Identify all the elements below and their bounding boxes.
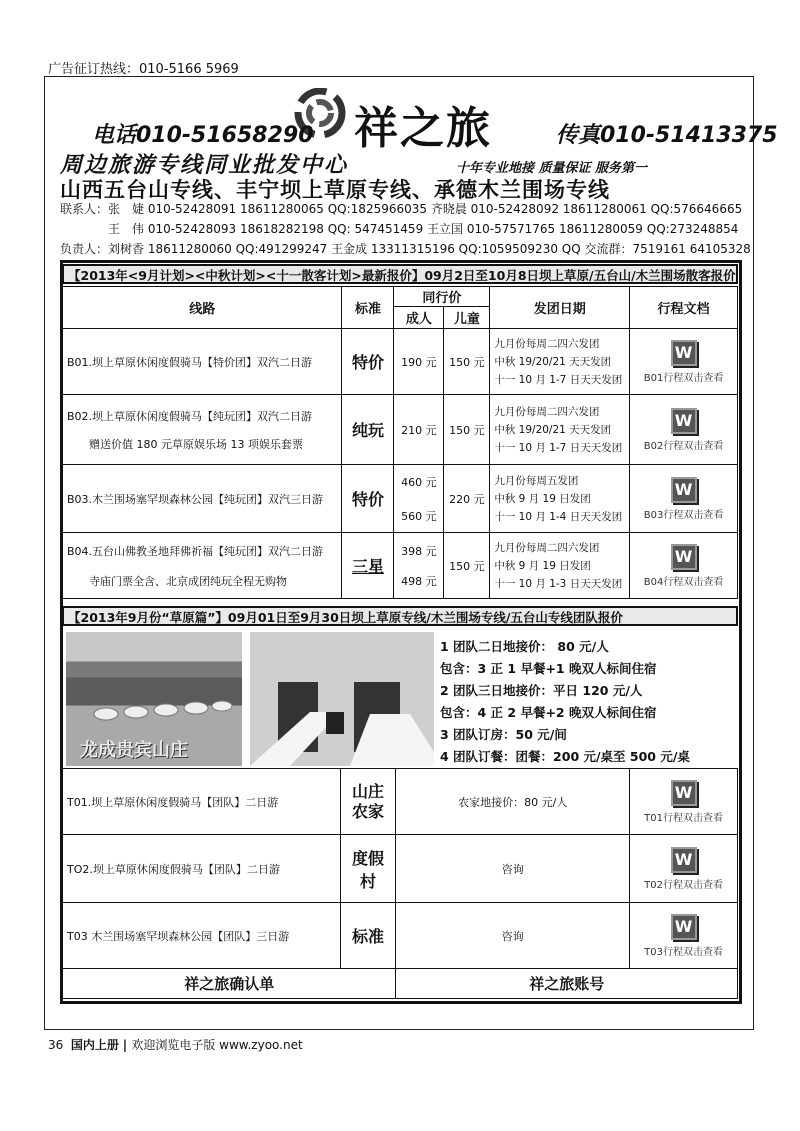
standard-tag: 特价 <box>342 465 394 533</box>
tagline: 周边旅游专线同业批发中心 <box>60 153 349 178</box>
child-price: 150 元 <box>444 533 490 599</box>
route-name: B02.坝上草原休闲度假骑马【纯玩团】双汽二日游 赠送价值 180 元草原娱乐场 13 项娱乐套票 <box>63 395 342 465</box>
standard-tag: 特价 <box>342 329 394 395</box>
phone-number: 电话010-51658290 <box>92 123 314 148</box>
word-doc-icon[interactable]: W <box>671 408 697 434</box>
section-name: 国内上册 <box>70 1038 119 1052</box>
departure-dates: 九月份每周二四六发团 中秋 19/20/21 天天发团 十一 10 月 1-7 日天天发团 <box>490 329 630 395</box>
departure-dates: 九月份每周五发团 中秋 9 月 19 日发团 十一 10 月 1-4 日天天发团 <box>490 465 630 533</box>
team-price: 农家地接价：80 元/人 <box>396 769 630 835</box>
room-photo <box>250 632 434 766</box>
standard-tag: 标准 <box>340 903 396 969</box>
adult-price: 210 元 <box>394 395 444 465</box>
team-price: 咨询 <box>396 835 630 903</box>
page-footer: 36 国内上册 | 欢迎浏览电子版 www.zyoo.net <box>48 1038 303 1052</box>
itinerary-doc-link[interactable]: W B04行程双击查看 <box>630 533 738 599</box>
adult-price: 190 元 <box>394 329 444 395</box>
word-doc-icon[interactable]: W <box>671 780 697 806</box>
header-doc: 行程文档 <box>630 287 738 329</box>
scatter-price-table <box>62 286 738 599</box>
route-name: T01.坝上草原休闲度假骑马【团队】二日游 <box>63 769 341 835</box>
header-price: 同行价 <box>394 287 490 307</box>
itinerary-doc-link[interactable]: W B03行程双击查看 <box>630 465 738 533</box>
photo-caption: 龙成贵宾山庄 <box>80 740 188 761</box>
team-price: 咨询 <box>396 903 630 969</box>
account-info-link[interactable]: 祥之旅账号 <box>396 969 738 999</box>
fax-number: 传真010-51413375 <box>556 123 778 148</box>
itinerary-doc-link[interactable]: W B02行程双击查看 <box>630 395 738 465</box>
adult-price: 460 元 560 元 <box>394 465 444 533</box>
section1-banner: 【2013年<9月计划><中秋计划><十一散客计划>最新报价】09月2日至10月8日坝上草原/五台山/木兰围场散客报价 <box>62 264 738 284</box>
route-name: B04.五台山佛教圣地拜佛祈福【纯玩团】双汽二日游 寺庙门票全含、北京成团纯玩全程无购物 <box>63 533 342 599</box>
contact-line: 王 伟 010-52428093 18618282198 QQ: 547451459 王立国 010-57571765 18611280059 QQ:273248854 <box>60 222 739 236</box>
table-row <box>63 903 738 969</box>
ad-hotline: 广告征订热线：010-5166 5969 <box>48 62 239 77</box>
route-name: B03.木兰围场塞罕坝森林公园【纯玩团】双汽三日游 <box>63 465 342 533</box>
footer-text: 欢迎浏览电子版 www.zyoo.net <box>131 1038 303 1052</box>
table-row <box>63 395 738 465</box>
word-doc-icon[interactable]: W <box>671 914 697 940</box>
table-row <box>63 329 738 395</box>
team-price-table <box>62 768 738 999</box>
table-row <box>63 835 738 903</box>
child-price: 150 元 <box>444 395 490 465</box>
header-standard: 标准 <box>342 287 394 329</box>
itinerary-doc-link[interactable]: W B01行程双击查看 <box>630 329 738 395</box>
route-name: B01.坝上草原休闲度假骑马【特价团】双汽二日游 <box>63 329 342 395</box>
table-row <box>63 769 738 835</box>
team-package-list: 1 团队二日地接价： 80 元/人 包含：3 正 1 早餐+1 晚双人标间住宿 2 团队三日地接价：平日 120 元/人 包含：4 正 2 早餐+2 晚双人标间住宿 3 团队订房：50 元/间 4 团队订餐：团餐：200 元/桌至 500 元/桌 <box>440 639 690 764</box>
standard-tag: 纯玩 <box>342 395 394 465</box>
word-doc-icon[interactable]: W <box>671 544 697 570</box>
header-dates: 发团日期 <box>490 287 630 329</box>
child-price: 220 元 <box>444 465 490 533</box>
contact-line: 联系人：张 婕 010-52428091 18611280065 QQ:1825966035 齐晓晨 010-52428092 18611280061 QQ:576646665 <box>60 202 743 216</box>
adult-price: 398 元 498 元 <box>394 533 444 599</box>
table-row <box>63 465 738 533</box>
itinerary-doc-link[interactable]: W T02行程双击查看 <box>630 835 738 903</box>
table-row <box>63 533 738 599</box>
standard-tag: 三星 <box>342 533 394 599</box>
header-adult: 成人 <box>394 307 444 329</box>
route-name: TO2.坝上草原休闲度假骑马【团队】二日游 <box>63 835 341 903</box>
itinerary-doc-link[interactable]: W T03行程双击查看 <box>630 903 738 969</box>
page-number: 36 <box>48 1038 64 1052</box>
itinerary-doc-link[interactable]: W T01行程双击查看 <box>630 769 738 835</box>
word-doc-icon[interactable]: W <box>671 847 697 873</box>
route-specialties: 山西五台山专线、丰宁坝上草原专线、承德木兰围场专线 <box>60 178 610 202</box>
standard-tag: 度假村 <box>340 835 396 903</box>
header-route: 线路 <box>63 287 342 329</box>
departure-dates: 九月份每周二四六发团 中秋 9 月 19 日发团 十一 10 月 1-3 日天天发团 <box>490 533 630 599</box>
word-doc-icon[interactable]: W <box>671 340 697 366</box>
slogan: 十年专业地接 质量保证 服务第一 <box>456 161 648 176</box>
word-doc-icon[interactable]: W <box>671 477 697 503</box>
brand-name: 祥之旅 <box>354 103 492 154</box>
departure-dates: 九月份每周二四六发团 中秋 19/20/21 天天发团 十一 10 月 1-7 日天天发团 <box>490 395 630 465</box>
resort-photo <box>66 632 242 766</box>
confirm-form-link[interactable]: 祥之旅确认单 <box>63 969 396 999</box>
child-price: 150 元 <box>444 329 490 395</box>
contact-line: 负责人：刘树香 18611280060 QQ:491299247 王金成 13311315196 QQ:1059509230 QQ 交流群：7519161 64105328 <box>60 242 751 256</box>
section2-banner: 【2013年9月份“草原篇”】09月01日至9月30日坝上草原专线/木兰围场专线/五台山专线团队报价 <box>62 606 738 626</box>
header-child: 儿童 <box>444 307 490 329</box>
standard-tag: 山庄 农家 <box>340 769 396 835</box>
route-name: T03 木兰围场塞罕坝森林公园【团队】三日游 <box>63 903 341 969</box>
